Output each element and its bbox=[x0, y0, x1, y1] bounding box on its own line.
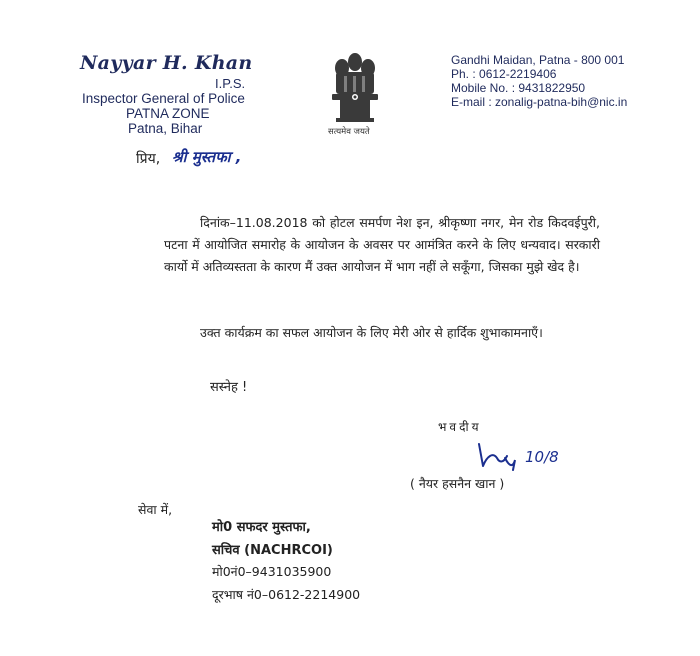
recipient-phone: दूरभाष नं0–0612-2214900 bbox=[212, 587, 361, 602]
signer-name: ( नैयर हसनैन खान ) bbox=[410, 476, 505, 491]
office-email: E-mail : zonalig-patna-bih@nic.in bbox=[451, 95, 628, 109]
regards-line: सस्नेह ! bbox=[210, 380, 248, 395]
sign-off: भवदीय bbox=[438, 420, 482, 434]
officer-designation: Inspector General of Police bbox=[82, 91, 245, 106]
office-phone: Ph. : 0612-2219406 bbox=[451, 67, 557, 81]
zone-label: PATNA ZONE bbox=[126, 106, 210, 121]
signature-date: 10/8 bbox=[525, 448, 559, 466]
office-address: Gandhi Maidan, Patna - 800 001 bbox=[451, 53, 625, 67]
recipient-mobile: मो0नं0–9431035900 bbox=[212, 564, 332, 579]
recipient-name: मो0 सफदर मुस्तफा, bbox=[212, 520, 311, 535]
office-mobile: Mobile No. : 9431822950 bbox=[451, 81, 586, 95]
body-paragraph-1: दिनांक–11.08.2018 को होटल समर्पण नेश इन, श्रीकृष्णा नगर, मेन रोड किदवईपुरी, पटना में आयोजित समारोह के आयोजन के अवसर पर आमंत्रित करने के लिए धन्यवाद। सरकारी कार्यो में अतिव्यस्तता के कारण मैं उक्त आयोजन में भाग नहीं ले सकूँगा, जिसका मुझे खेद है। bbox=[164, 215, 600, 274]
salutation-label: प्रिय, bbox=[136, 151, 161, 167]
recipient-label: सेवा में, bbox=[138, 502, 173, 517]
service-designation: I.P.S. bbox=[215, 76, 246, 91]
national-emblem-icon bbox=[320, 48, 390, 128]
salutation-handwritten-name: श्री मुस्तफा , bbox=[172, 148, 242, 166]
handwritten-signature bbox=[475, 438, 575, 472]
officer-name: Nayyar H. Khan bbox=[80, 52, 253, 74]
recipient-title: सचिव (NACHRCOI) bbox=[212, 543, 333, 558]
city-label: Patna, Bihar bbox=[128, 121, 203, 136]
emblem-motto: सत्यमेव जयते bbox=[328, 127, 370, 137]
body-paragraph-2: उक्त कार्यक्रम का सफल आयोजन के लिए मेरी ओर से हार्दिक शुभाकामनाएँ। bbox=[200, 325, 543, 340]
